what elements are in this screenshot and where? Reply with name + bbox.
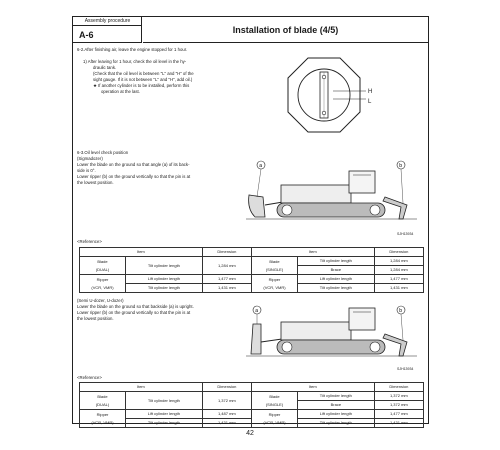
text-line: Blade: [97, 393, 108, 399]
value-cell: 1,477 mm: [374, 410, 423, 419]
header-dimension: Dimension: [202, 248, 251, 257]
page-title: Installation of blade (4/5): [143, 17, 428, 43]
table-row: [80, 275, 424, 284]
text-line: Ripper: [268, 276, 281, 282]
text-line: the lowest position.: [77, 180, 114, 185]
text-line: Lower the blade on the ground so that angle (a) of its back-: [77, 162, 190, 167]
table-header-row: [80, 383, 424, 392]
text-line: sight gauge. If it is not between "L" and "H", add oil.): [93, 77, 193, 82]
blade-dual-cell: [80, 392, 126, 410]
value-cell: 1,372 mm: [202, 392, 251, 410]
section-label: Assembly procedure: [73, 17, 142, 26]
text-line: draulic tank.: [93, 65, 117, 70]
text-line: Ripper: [96, 411, 109, 417]
table-row: [80, 257, 424, 266]
text-line: the lowest position.: [77, 316, 114, 321]
spec-cell: Tilt cylinder length: [297, 392, 374, 401]
page-number: 42: [246, 430, 254, 437]
text-line: Blade: [269, 393, 280, 399]
bulldozer-figure-sigmadozer: [241, 157, 421, 225]
spec-cell: Lift cylinder length: [297, 275, 374, 284]
step-6-3-text: [77, 150, 190, 186]
text-line: side is 0°.: [77, 168, 96, 173]
spec-cell: Lift cylinder length: [126, 275, 203, 284]
reference-1-label: <Reference>: [77, 239, 102, 244]
callout-b: b: [399, 163, 402, 169]
spec-cell: Tilt cylinder length: [126, 257, 203, 275]
value-cell: 1,477 mm: [202, 275, 251, 284]
callout-a: a: [255, 308, 258, 314]
callout-b: b: [399, 308, 402, 314]
value-cell: 1,477 mm: [374, 275, 423, 284]
ripper-left-cell: [80, 275, 126, 293]
text-line: ★ If another cylinder is to be installed, perform this: [93, 83, 190, 88]
value-cell: 1,431 mm: [374, 284, 423, 293]
text-line: Ripper: [268, 411, 281, 417]
text-line: (DUAL): [95, 401, 110, 407]
page-frame: [72, 16, 429, 424]
gauge-label-l: L: [368, 99, 372, 105]
header-item: Item: [80, 248, 203, 257]
spec-cell: Tilt cylinder length: [297, 419, 374, 428]
text-line: (VCR, VMR): [91, 284, 114, 290]
text-line: Lower ripper (b) on the ground vertically so that the pin is at: [77, 174, 191, 179]
text-line: operation at the last.: [101, 89, 140, 94]
text-line: (Check that the oil level is between "L" and "H" of the: [93, 71, 194, 76]
spec-cell: Tilt cylinder length: [126, 284, 203, 293]
ripper-right-cell: [251, 275, 297, 293]
reference-table-2: [79, 382, 424, 428]
ripper-left-cell: [80, 410, 126, 428]
header-left-box: [73, 17, 142, 43]
text-line: 1) After leaving for 1 hour, check the oil level in the hy-: [83, 59, 187, 64]
spec-cell: Brace: [297, 266, 374, 275]
spec-cell: Lift cylinder length: [297, 410, 374, 419]
step-6-2-intro: 6-2.After finishing air, leave the engine stopped for 1 hour.: [77, 47, 188, 52]
value-cell: 1,487 mm: [202, 410, 251, 419]
callout-a: a: [259, 163, 262, 169]
spec-cell: Tilt cylinder length: [297, 284, 374, 293]
text-line: Blade: [97, 258, 108, 264]
table-header-row: [80, 248, 424, 257]
text-line: (SINGLE): [265, 266, 284, 272]
spec-cell: Tilt cylinder length: [126, 419, 203, 428]
text-line: (DUAL): [95, 266, 110, 272]
header-dimension: Dimension: [374, 248, 423, 257]
step-6-2-item-1: [83, 59, 194, 95]
table-row: [80, 410, 424, 419]
header-item: Item: [251, 383, 374, 392]
value-cell: 1,284 mm: [202, 257, 251, 275]
table-row: [80, 392, 424, 401]
semi-u-dozer-text: [77, 298, 194, 322]
blade-dual-cell: [80, 257, 126, 275]
blade-single-cell: [251, 257, 297, 275]
blade-single-cell: [251, 392, 297, 410]
figure-2-code: SJH13934: [397, 367, 414, 371]
value-cell: 1,431 mm: [202, 419, 251, 428]
value-cell: 1,372 mm: [374, 401, 423, 410]
value-cell: 1,372 mm: [374, 392, 423, 401]
sight-gauge-figure: [278, 50, 378, 145]
reference-2-label: <Reference>: [77, 375, 102, 380]
spec-cell: Tilt cylinder length: [126, 392, 203, 410]
gauge-label-h: H: [368, 89, 373, 95]
value-cell: 1,284 mm: [374, 266, 423, 275]
bulldozer-figure-u-dozer: [241, 300, 421, 360]
spec-cell: Lift cylinder length: [126, 410, 203, 419]
procedure-code: A-6: [79, 30, 94, 40]
text-line: (VCR, VMR): [91, 419, 114, 425]
spec-cell: Brace: [297, 401, 374, 410]
value-cell: 1,431 mm: [202, 284, 251, 293]
text-line: Blade: [269, 258, 280, 264]
value-cell: 1,431 mm: [374, 419, 423, 428]
header-item: Item: [251, 248, 374, 257]
spec-cell: Tilt cylinder length: [297, 257, 374, 266]
text-line: (Sigmadozer): [77, 156, 103, 161]
ripper-right-cell: [251, 410, 297, 428]
text-line: Lower ripper (b) on the ground vertically so that the pin is at: [77, 310, 191, 315]
text-line: Ripper: [96, 276, 109, 282]
text-line: (VCR, VMR): [263, 419, 286, 425]
header-item: Item: [80, 383, 203, 392]
header-dimension: Dimension: [202, 383, 251, 392]
reference-table-1: [79, 247, 424, 293]
value-cell: 1,284 mm: [374, 257, 423, 266]
text-line: Lower the blade on the ground so that backside (a) is upright.: [77, 304, 194, 309]
text-line: 6-3.Oil level check position: [77, 150, 129, 155]
header-dimension: Dimension: [374, 383, 423, 392]
figure-1-code: SJH13934: [397, 232, 414, 236]
text-line: (SINGLE): [265, 401, 284, 407]
text-line: (Semi U-dozer, U-dozer): [77, 298, 124, 303]
text-line: (VCR, VMR): [263, 284, 286, 290]
